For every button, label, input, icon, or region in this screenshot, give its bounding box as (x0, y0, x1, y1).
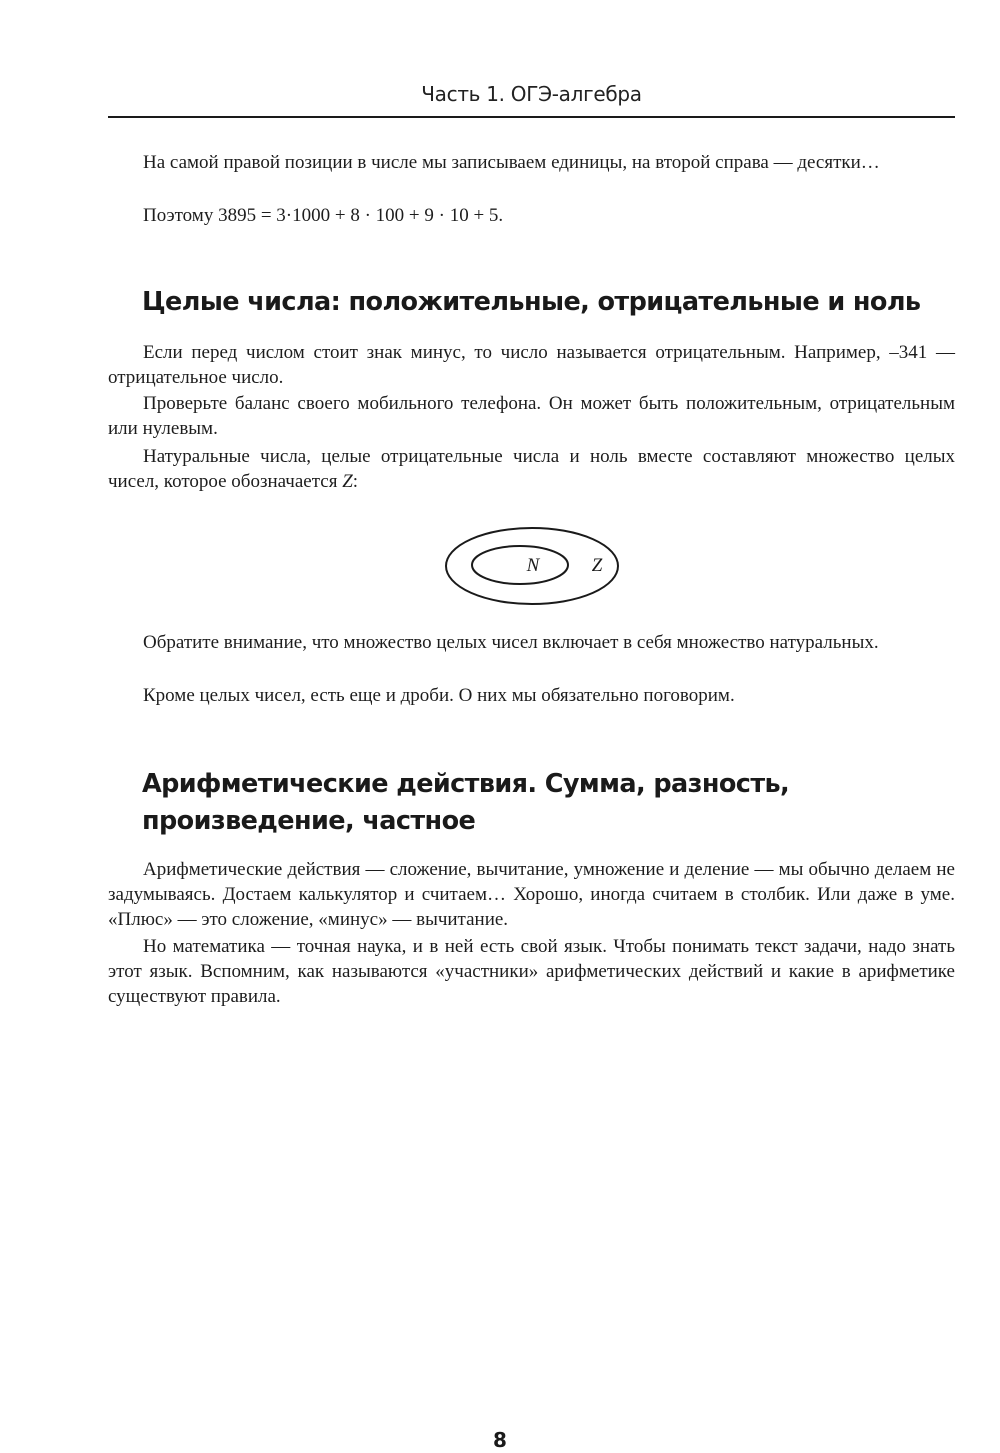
header-rule (108, 116, 955, 118)
running-title: Часть 1. ОГЭ-алгебра (421, 82, 642, 106)
venn-diagram (444, 526, 624, 610)
paragraph-inclusion: Обратите внимание, что множество целых чисел включает в себя множество натуральных. (143, 632, 879, 653)
integer-set-colon: : (352, 471, 359, 492)
inner-set-ellipse (472, 546, 568, 584)
outer-set-label: Z (591, 555, 603, 576)
paragraph-negative-numbers: Если перед числом стоит знак минус, то число называется отрицательным. Например, –341 — отрицательное число. (108, 342, 955, 388)
paragraph-math-language: Но математика — точная наука, и в ней есть свой язык. Чтобы понимать текст задачи, надо знать этот язык. Вспомним, как называются «участники» арифметических действий и какие в арифметике существуют правила. (108, 936, 955, 1007)
paragraph-decomposition: Поэтому 3895 = 3·1000 + 8 · 100 + 9 · 10 + 5. (143, 205, 504, 226)
paragraph-fractions: Кроме целых чисел, есть еще и дроби. О них мы обязательно поговорим. (143, 685, 735, 706)
heading-arithmetic-line1: Арифметические действия. Сумма, разность, (142, 769, 790, 799)
inner-set-label: N (526, 555, 540, 576)
paragraph-arithmetic-actions: Арифметические действия — сложение, вычитание, умножение и деление — мы обычно делаем не задумываясь. Достаем калькулятор и считаем… Хорошо, иногда считаем в столбик. Или даже в уме. «Плюс» — это сложение, «минус» — вычитание. (108, 859, 955, 930)
heading-arithmetic-line2: произведение, частное (142, 806, 476, 836)
paragraph-integer-set (108, 444, 955, 494)
set-symbol-z: Z (342, 471, 353, 492)
integer-set-text: Натуральные числа, целые отрицательные числа и ноль вместе составляют множество целых чисел, которое обозначается (108, 446, 955, 492)
page-number: 8 (493, 1428, 507, 1452)
heading-integers: Целые числа: положительные, отрицательные и ноль (142, 287, 921, 317)
paragraph-phone-balance: Проверьте баланс своего мобильного телефона. Он может быть положительным, отрицательным или нулевым. (108, 393, 955, 439)
paragraph-positions: На самой правой позиции в числе мы записываем единицы, на второй справа — десятки… (143, 152, 880, 173)
